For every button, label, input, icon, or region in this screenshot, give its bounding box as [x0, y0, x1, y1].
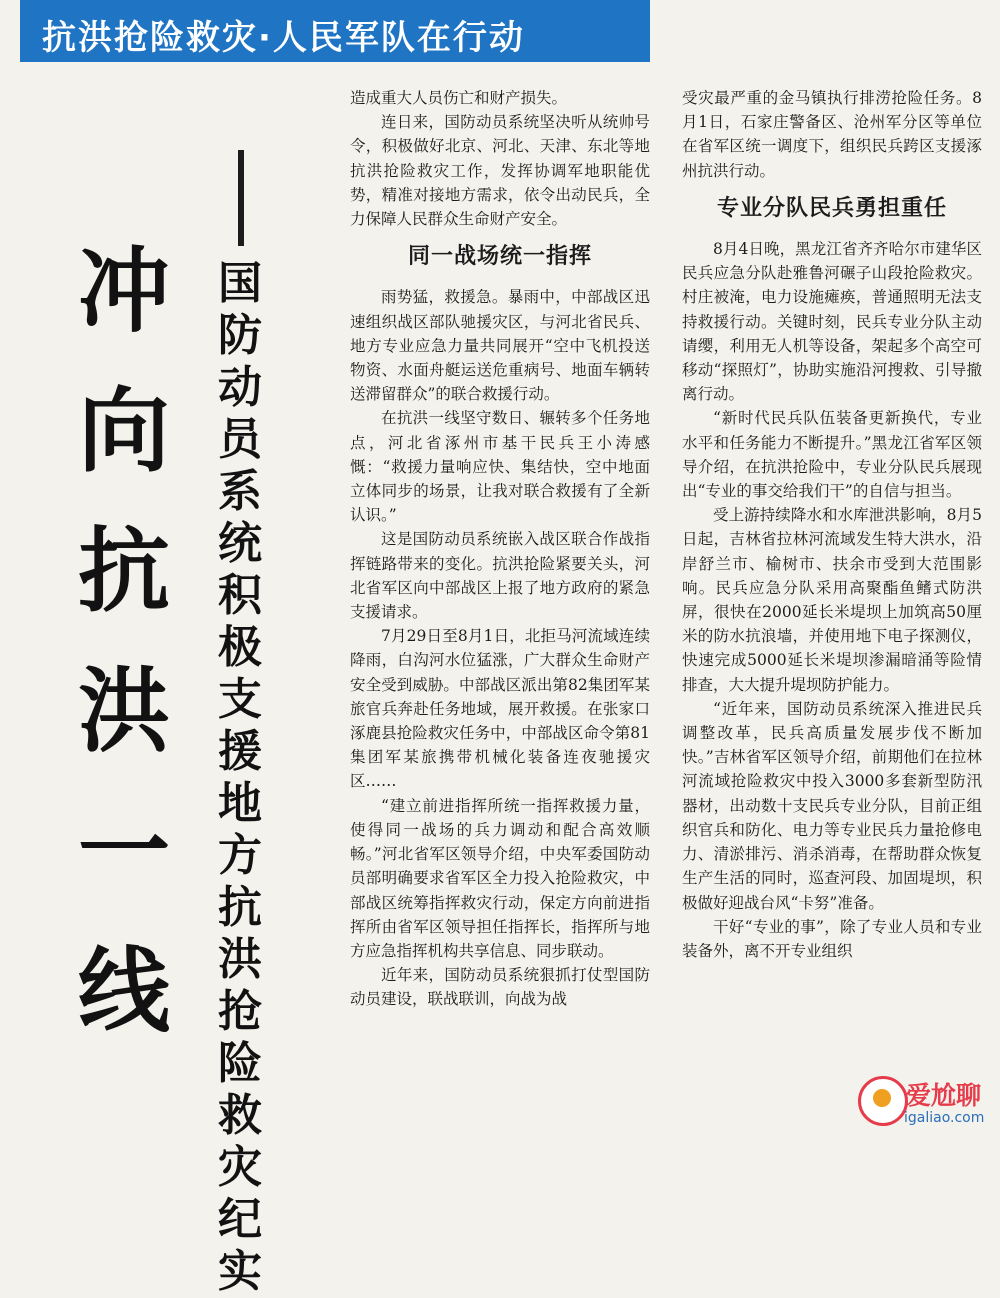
- paragraph: 近年来，国防动员系统狠抓打仗型国防动员建设，联战联训，向战为战: [350, 966, 650, 1009]
- paragraph: 连日来，国防动员系统坚决听从统帅号令，积极做好北京、河北、天津、东北等地抗洪抢险救灾工作，发挥协调军地职能优势，精准对接地方需求，依令出动民兵，全力保障人民群众生命财产安全。: [350, 113, 650, 229]
- paragraph: 受上游持续降水和水库泄洪影响，8月5日起，吉林省拉林河流域发生特大洪水，沿岸舒兰市、榆树市、扶余市受到大范围影响。民兵应急分队采用高聚酯鱼鳍式防洪屏，很快在2000延长米堤坝上加筑高50厘米的防水抗浪墙，并使用地下电子探测仪，快速完成5000延长米堤坝渗漏暗涌等险情排查，大大提升堤坝防护能力。: [682, 506, 982, 694]
- site-watermark: [858, 1072, 994, 1136]
- watermark-url: igaliao.com: [904, 1110, 985, 1126]
- subtitle-dash: [238, 150, 244, 246]
- paragraph: 这是国防动员系统嵌入战区联合作战指挥链路带来的变化。抗洪抢险紧要关头，河北省军区向中部战区上报了地方政府的紧急支援请求。: [350, 530, 650, 622]
- paragraph: 造成重大人员伤亡和财产损失。: [350, 89, 568, 107]
- paragraph: 雨势猛，救援急。暴雨中，中部战区迅速组织战区部队驰援灾区，与河北省民兵、地方专业应急力量共同展开“空中飞机投送物资、水面舟艇运送危重病号、地面车辆转送滞留群众”的联合救援行动。: [350, 288, 650, 404]
- watermark-name: 爱尬聊: [906, 1081, 982, 1110]
- article-column-2: [350, 86, 650, 1012]
- paragraph: “新时代民兵队伍装备更新换代，专业水平和任务能力不断提升。”黑龙江省军区领导介绍，在抗洪抢险中，专业分队民兵展现出“专业的事交给我们干”的自信与担当。: [682, 409, 982, 501]
- section-heading: 专业分队民兵勇担重任: [716, 195, 947, 221]
- headline-subtitle: 国防动员系统积极支援地方抗洪抢险救灾纪实: [218, 258, 262, 1297]
- headline-main: 冲向抗洪一线: [77, 238, 170, 1045]
- banner-title: 抗洪抢险救灾·人民军队在行动: [42, 18, 525, 58]
- paragraph: “建立前进指挥所统一指挥救援力量，使得同一战场的兵力调动和配合高效顺畅。”河北省军区领导介绍，中央军委国防动员部明确要求省军区全力投入抢险救灾，中部战区统筹指挥救灾行动，保定方向前进指挥所由省军区领导担任指挥长，指挥所与地方应急指挥机构共享信息、同步联动。: [350, 796, 650, 960]
- section-heading: 同一战场统一指挥: [407, 244, 592, 270]
- section-banner: [20, 0, 650, 62]
- paragraph: 8月4日晚，黑龙江省齐齐哈尔市建华区民兵应急分队赴雅鲁河碾子山段抢险救灾。村庄被淹，电力设施瘫痪，普通照明无法支持救援行动。关键时刻，民兵专业分队主动请缨，利用无人机等设备，架起多个高空可移动“探照灯”，协助实施沿河搜救、引导撤离行动。: [682, 240, 982, 404]
- paragraph: 在抗洪一线坚守数日、辗转多个任务地点，河北省涿州市基干民兵王小涛感慨：“救援力量响应快、集结快，空中地面立体同步的场景，让我对联合救援有了全新认识。”: [350, 409, 650, 525]
- article-column-3: [682, 86, 982, 963]
- paragraph: 干好“专业的事”，除了专业人员和专业装备外，离不开专业组织: [682, 917, 982, 960]
- watermark-logo-icon: [858, 1076, 908, 1126]
- paragraph: “近年来，国防动员系统深入推进民兵调整改革，民兵高质量发展步伐不断加快。”吉林省军区领导介绍，前期他们在拉林河流域抢险救灾中投入3000多套新型防汛器材，出动数十支民兵专业分队，目前正组织官兵和防化、电力等专业民兵力量抢修电力、清淤排污、消杀消毒，在帮助群众恢复生产生活的同时，巡查河段、加固堤坝，积极做好迎战台风“卡努”准备。: [682, 699, 982, 912]
- paragraph: 7月29日至8月1日，北拒马河流域连续降雨，白沟河水位猛涨，广大群众生命财产安全受到威胁。中部战区派出第82集团军某旅官兵奔赴任务地域，展开救援。在张家口涿鹿县抢险救灾任务中，中部战区命令第81集团军某旅携带机械化装备连夜驰援灾区……: [350, 627, 650, 791]
- paragraph: 受灾最严重的金马镇执行排涝抢险任务。8月1日，石家庄警备区、沧州军分区等单位在省军区统一调度下，组织民兵跨区支援涿州抗洪行动。: [682, 89, 982, 180]
